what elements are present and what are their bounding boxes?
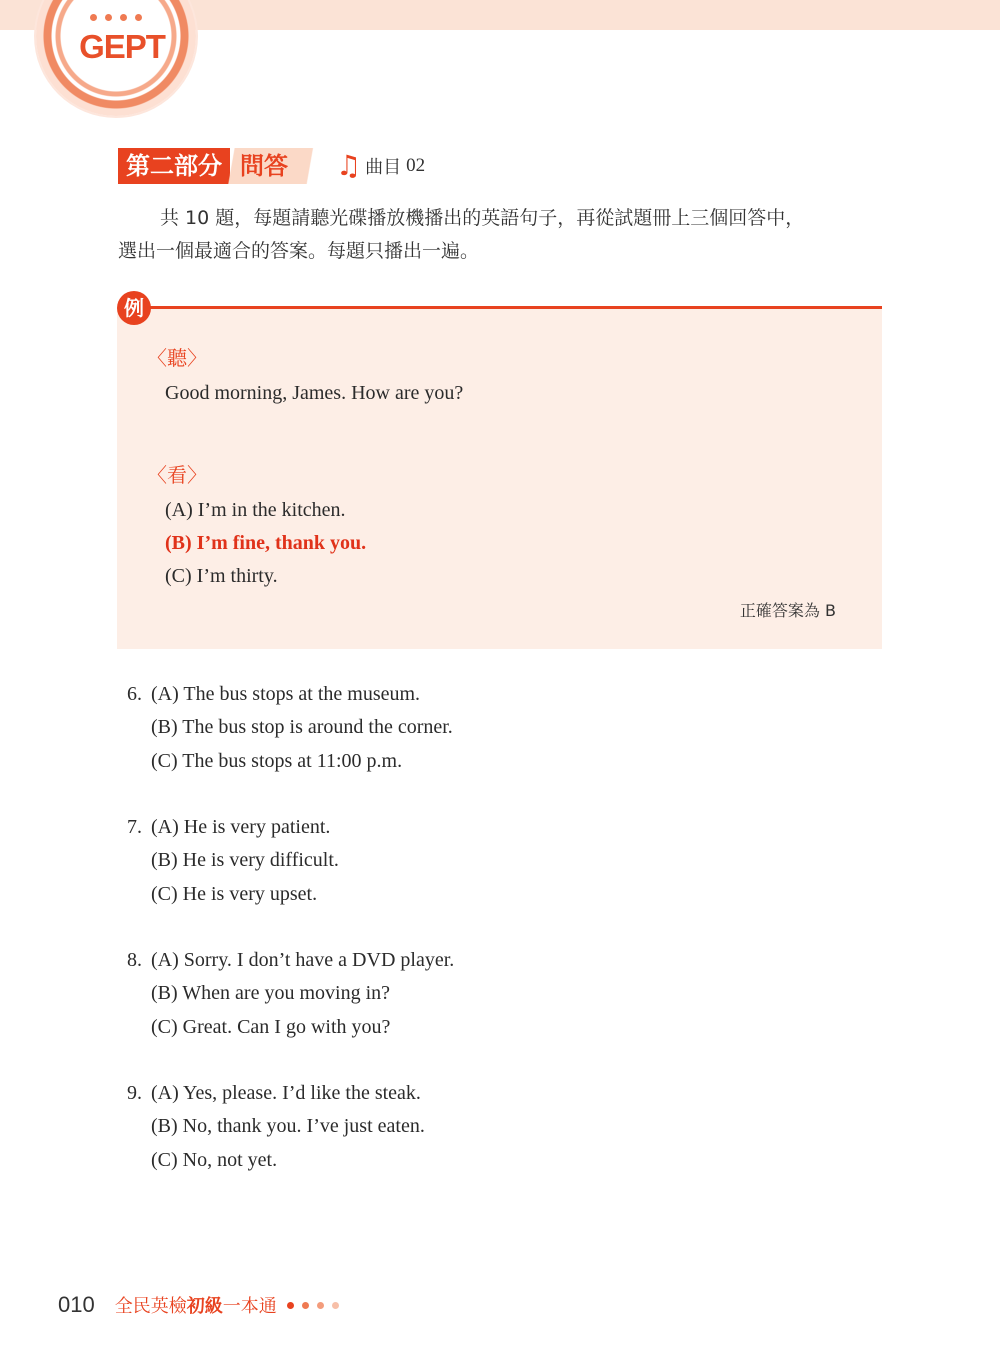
question-7 xyxy=(127,811,339,911)
example-badge: 例 xyxy=(117,291,151,325)
book-title-part-1: 全民英檢 xyxy=(114,1296,187,1317)
book-title-part-2: 一本通 xyxy=(222,1296,277,1317)
music-note-icon: ♫ xyxy=(336,149,362,182)
option-b: (B) No, thank you. I’ve just eaten. xyxy=(151,1115,425,1138)
question-6 xyxy=(127,678,453,778)
question-number: 9. xyxy=(127,1082,142,1104)
option-c: (C) He is very upset. xyxy=(151,882,318,905)
logo-dots xyxy=(90,14,142,21)
page-number: 010 xyxy=(58,1292,95,1317)
listen-header: 〈聽〉 xyxy=(147,346,207,370)
question-number: 7. xyxy=(127,816,142,838)
instructions-line-1: 共 10 題，每題請聽光碟播放機播出的英語句子，再從試題冊上三個回答中， xyxy=(160,207,805,229)
section-name: 問答 xyxy=(226,148,318,184)
track-indicator xyxy=(336,149,426,182)
option-a: (A) Sorry. I don’t have a DVD player. xyxy=(151,949,455,971)
example-option-c: (C) I’m thirty. xyxy=(165,565,278,587)
option-c: (C) Great. Can I go with you? xyxy=(151,1015,391,1038)
example-option-b-correct: (B) I’m fine, thank you. xyxy=(165,532,367,554)
footer xyxy=(58,1292,339,1318)
option-b: (B) He is very difficult. xyxy=(151,849,339,872)
answer-note: 正確答案為 B xyxy=(739,601,836,620)
option-c: (C) No, not yet. xyxy=(151,1148,278,1171)
question-8 xyxy=(127,944,454,1044)
option-a: (A) He is very patient. xyxy=(151,816,331,838)
footer-dots xyxy=(287,1302,339,1309)
track-label: 曲目 xyxy=(365,157,402,178)
section-header xyxy=(118,148,425,184)
section-part-label: 第二部分 xyxy=(118,148,230,184)
question-number: 8. xyxy=(127,949,142,971)
option-a: (A) Yes, please. I’d like the steak. xyxy=(151,1082,421,1104)
instructions-line-2: 選出一個最適合的答案。每題只播出一遍。 xyxy=(118,240,480,262)
instructions xyxy=(118,202,888,268)
example-option-a: (A) I’m in the kitchen. xyxy=(165,499,346,521)
book-title-bold: 初級 xyxy=(186,1296,223,1317)
question-number: 6. xyxy=(127,683,142,705)
book-title xyxy=(115,1292,277,1318)
look-header: 〈看〉 xyxy=(147,463,207,487)
option-b: (B) The bus stop is around the corner. xyxy=(151,716,453,739)
logo-text: GEPT xyxy=(79,28,165,65)
question-9 xyxy=(127,1077,425,1177)
track-number: 02 xyxy=(406,155,426,176)
option-a: (A) The bus stops at the museum. xyxy=(151,683,421,705)
option-b: (B) When are you moving in? xyxy=(151,982,391,1005)
listen-text: Good morning, James. How are you? xyxy=(165,382,464,404)
option-c: (C) The bus stops at 11:00 p.m. xyxy=(151,749,403,772)
example-rule xyxy=(140,306,882,309)
